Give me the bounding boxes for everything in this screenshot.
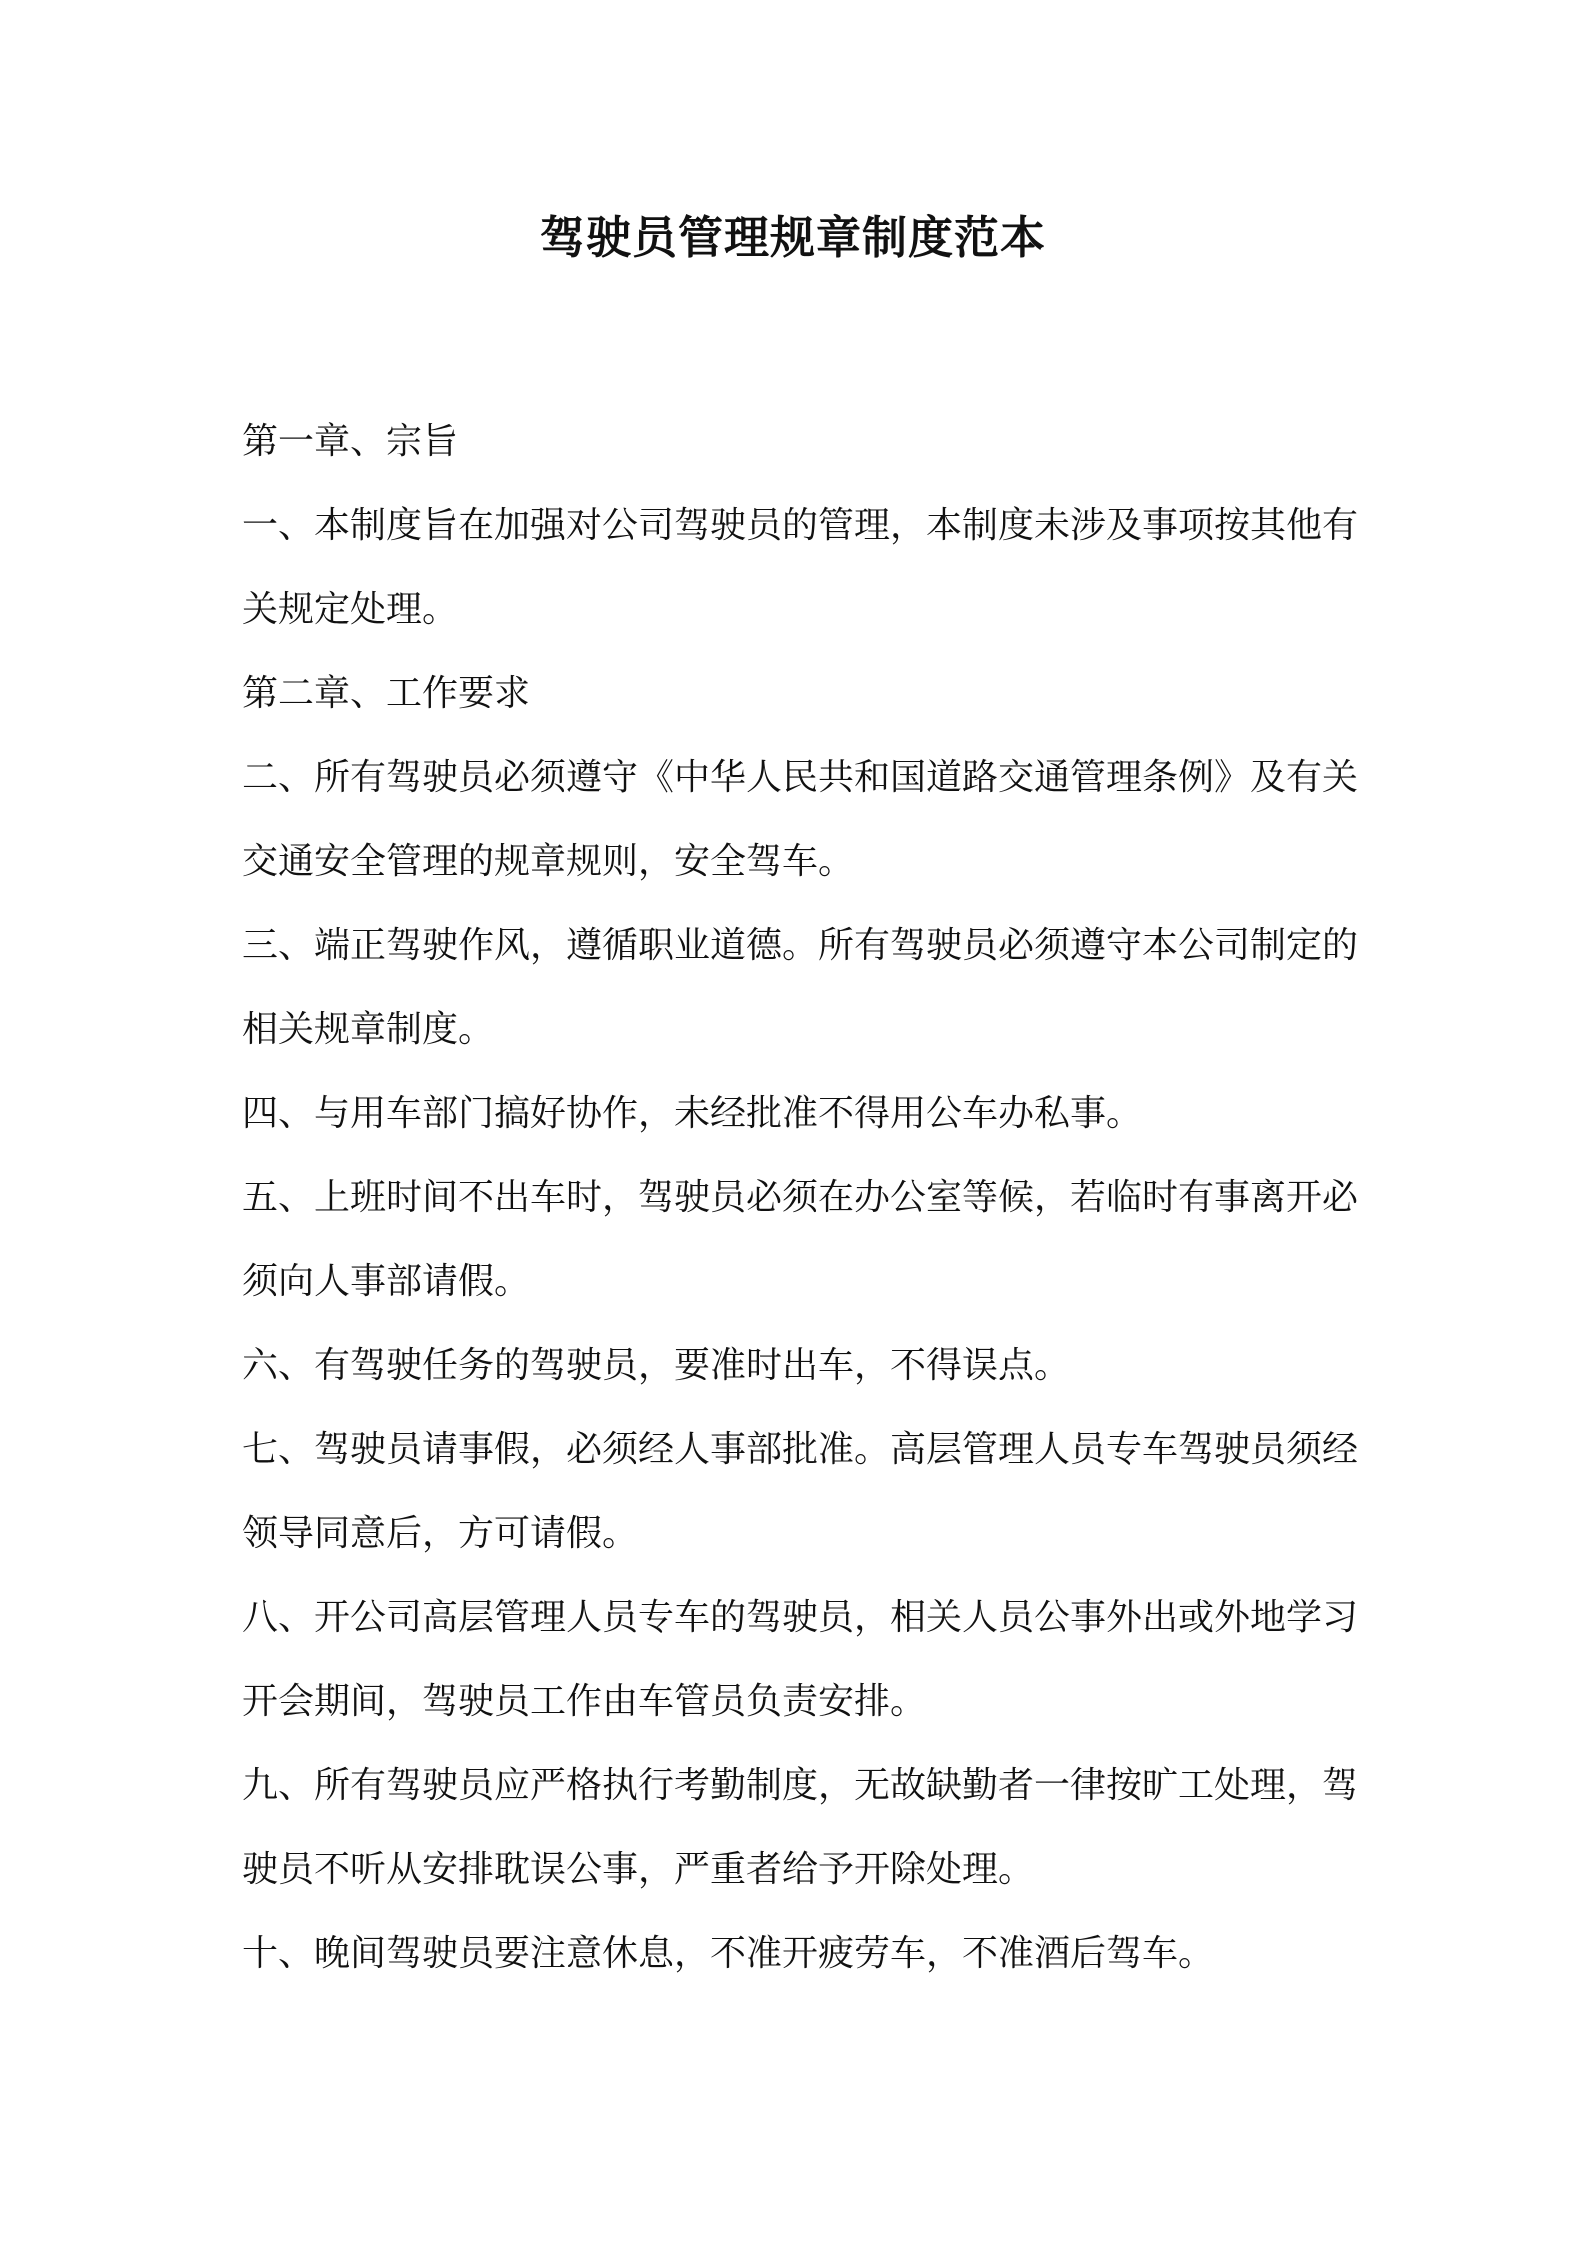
clause-5: 五、上班时间不出车时，驾驶员必须在办公室等候，若临时有事离开必须向人事部请假。 [242, 1177, 1359, 1302]
clause-6: 六、有驾驶任务的驾驶员，要准时出车，不得误点。 [242, 1345, 1071, 1386]
document-title: 驾驶员管理规章制度范本 [539, 211, 1046, 264]
clause-10: 十、晚间驾驶员要注意休息，不准开疲劳车，不准酒后驾车。 [242, 1933, 1215, 1974]
clause-1: 一、本制度旨在加强对公司驾驶员的管理，本制度未涉及事项按其他有关规定处理。 [242, 505, 1359, 630]
clause-7: 七、驾驶员请事假，必须经人事部批准。高层管理人员专车驾驶员须经领导同意后，方可请假。 [242, 1429, 1359, 1554]
document-body [242, 400, 1362, 1996]
chapter-heading-1: 第一章、宗旨 [242, 421, 459, 462]
chapter-heading-2: 第二章、工作要求 [242, 673, 531, 714]
clause-3: 三、端正驾驶作风，遵循职业道德。所有驾驶员必须遵守本公司制定的相关规章制度。 [242, 925, 1359, 1050]
clause-4: 四、与用车部门搞好协作，未经批准不得用公车办私事。 [242, 1093, 1143, 1134]
clause-2: 二、所有驾驶员必须遵守《中华人民共和国道路交通管理条例》及有关交通安全管理的规章规则，安全驾车。 [242, 757, 1359, 882]
clause-8: 八、开公司高层管理人员专车的驾驶员，相关人员公事外出或外地学习开会期间，驾驶员工作由车管员负责安排。 [242, 1597, 1359, 1722]
clause-9: 九、所有驾驶员应严格执行考勤制度，无故缺勤者一律按旷工处理，驾驶员不听从安排耽误公事，严重者给予开除处理。 [242, 1765, 1359, 1890]
